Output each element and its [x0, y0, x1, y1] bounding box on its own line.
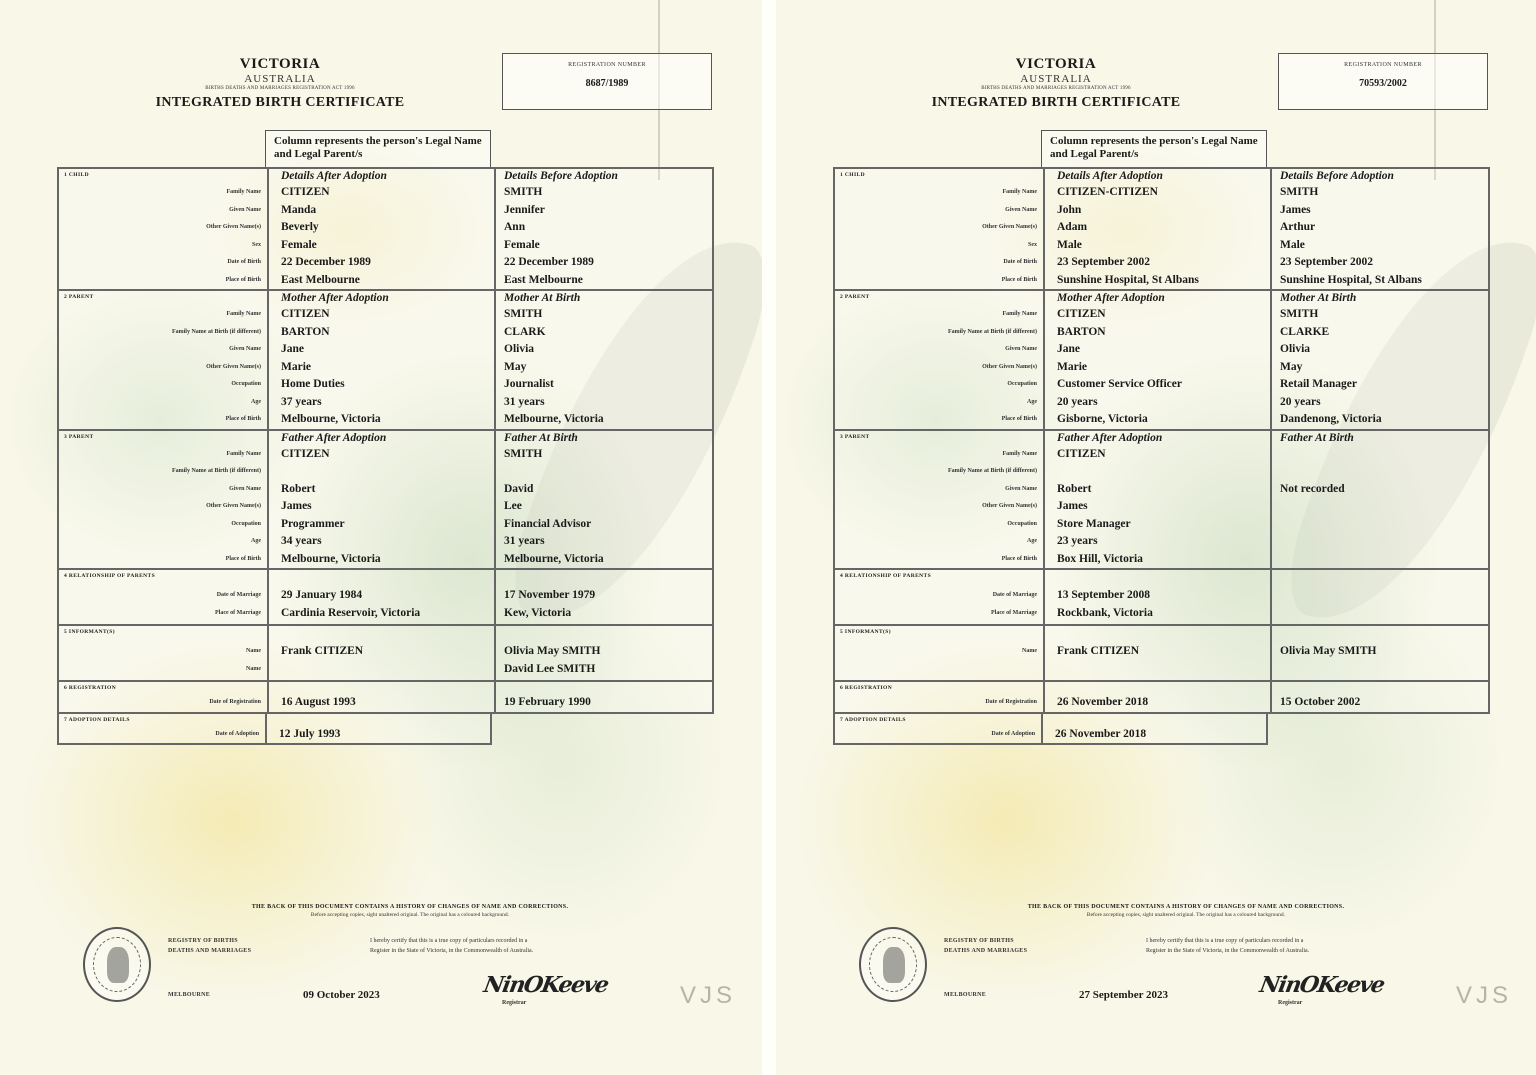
field-label: Place of Birth: [1001, 555, 1037, 562]
field-value: Sunshine Hospital, St Albans: [1280, 273, 1422, 286]
field-label: Given Name: [1005, 485, 1037, 492]
field-value: 37 years: [281, 395, 322, 408]
country-name: AUSTRALIA: [1020, 73, 1092, 85]
field-label: Other Given Name(s): [982, 363, 1037, 370]
certify-line: Register in the State of Victoria, in the Commonwealth of Australia.: [1146, 948, 1310, 954]
section-title: 1 CHILD: [64, 172, 89, 178]
field-value: 34 years: [281, 535, 322, 547]
section-adoption: [57, 714, 492, 746]
section-title: 2 PARENT: [840, 294, 870, 300]
column-heading: Father At Birth: [504, 431, 578, 444]
column-after-adoption: [267, 169, 494, 289]
field-value: Beverly: [281, 221, 319, 233]
field-value: [281, 463, 494, 481]
field-value: 29 January 1984: [281, 589, 363, 601]
field-label: Date of Registration: [985, 699, 1037, 705]
registry-seal-icon: [83, 927, 151, 1002]
section-adoption: [833, 714, 1268, 746]
field-label: Other Given Name(s): [982, 224, 1037, 230]
registry-name: [944, 936, 1027, 956]
field-label: Age: [251, 398, 261, 405]
issue-city: MELBOURNE: [944, 992, 987, 998]
field-label: Family Name: [1002, 311, 1037, 317]
security-mark: VJS: [1456, 982, 1513, 1009]
field-label: Given Name: [229, 346, 261, 352]
field-value: 12 July 1993: [279, 727, 341, 740]
field-label: Family Name: [1002, 450, 1037, 457]
column-heading: Father After Adoption: [281, 431, 387, 444]
field-value: Ann: [504, 221, 526, 233]
field-label: Date of Birth: [227, 259, 261, 265]
field-value: CITIZEN: [281, 308, 330, 320]
issue-date: 09 October 2023: [303, 989, 380, 1001]
field-label: Age: [1027, 538, 1037, 544]
field-value: Robert: [281, 482, 316, 495]
section-title: 4 RELATIONSHIP OF PARENTS: [840, 573, 932, 579]
field-label: Occupation: [1007, 381, 1037, 387]
field-label: Name: [1022, 648, 1037, 654]
certify-line: I hereby certify that this is a true copy of particulars recorded in a: [370, 938, 528, 944]
field-value: Jennifer: [504, 203, 545, 216]
section-title: 4 RELATIONSHIP OF PARENTS: [64, 573, 156, 579]
section-title: 3 PARENT: [64, 433, 94, 440]
field-value: Robert: [1057, 482, 1092, 495]
field-value: SMITH: [504, 447, 543, 460]
field-value: James: [1057, 500, 1088, 512]
field-value: [1280, 533, 1488, 551]
section-title: 7 ADOPTION DETAILS: [840, 716, 906, 723]
field-label: Other Given Name(s): [982, 503, 1037, 509]
field-labels: [835, 682, 1043, 712]
certificate-header: [130, 56, 430, 111]
field-label: Occupation: [231, 520, 261, 527]
field-value: Manda: [281, 203, 317, 216]
field-label: Date of Adoption: [215, 730, 260, 737]
back-of-document-notice: [946, 904, 1426, 918]
section-title: 3 PARENT: [840, 433, 870, 440]
column-at-birth: [1270, 291, 1488, 429]
field-label: Place of Birth: [1001, 416, 1037, 422]
certificate-title: INTEGRATED BIRTH CERTIFICATE: [155, 95, 405, 110]
field-value: SMITH: [1280, 308, 1319, 320]
field-label: Place of Marriage: [215, 609, 261, 616]
field-value: Olivia: [1280, 343, 1311, 355]
certificate-table: [57, 167, 714, 745]
field-label: Other Given Name(s): [206, 503, 261, 509]
field-value: 31 years: [504, 535, 545, 547]
field-label: Given Name: [1005, 206, 1037, 213]
column-heading: Mother At Birth: [504, 292, 581, 304]
registry-line: REGISTRY OF BIRTHS: [944, 938, 1014, 944]
field-value: May: [1280, 360, 1303, 373]
field-value: John: [1057, 203, 1082, 216]
field-label: Name: [246, 665, 261, 672]
field-value: Not recorded: [1280, 482, 1345, 495]
column-after-adoption: [267, 626, 494, 680]
field-value: Home Duties: [281, 378, 345, 390]
field-labels: [59, 169, 267, 289]
field-value: Melbourne, Victoria: [281, 552, 381, 565]
section-child: [833, 167, 1490, 291]
field-value: Gisborne, Victoria: [1057, 413, 1148, 425]
column-at-birth: [494, 431, 712, 569]
certificate-title: INTEGRATED BIRTH CERTIFICATE: [931, 95, 1181, 110]
field-label: Place of Birth: [225, 555, 261, 562]
signature-role: Registrar: [502, 1000, 527, 1006]
registry-line: DEATHS AND MARRIAGES: [168, 948, 252, 954]
field-value: Sunshine Hospital, St Albans: [1057, 273, 1199, 286]
column-heading: Details After Adoption: [1057, 170, 1163, 182]
section-child: [57, 167, 714, 291]
field-label: Family Name: [1002, 189, 1037, 195]
registry-seal-icon: [859, 927, 927, 1002]
field-value: CITIZEN: [281, 447, 330, 460]
field-labels: [835, 626, 1043, 680]
field-labels: [835, 570, 1043, 624]
column-after-adoption: [1043, 291, 1270, 429]
column-at-birth: [494, 626, 712, 680]
field-value: Jane: [281, 343, 304, 355]
field-value: 20 years: [1057, 395, 1098, 408]
act-name: BIRTHS DEATHS AND MARRIAGES REGISTRATION ACT 1996: [981, 86, 1131, 91]
field-value: Store Manager: [1057, 517, 1131, 530]
field-value: Frank CITIZEN: [1057, 645, 1140, 657]
column-heading: Father After Adoption: [1057, 431, 1163, 444]
legal-column-legend: Column represents the person's Legal Name and Legal Parent/s: [265, 130, 491, 167]
notice-subtext: Before accepting copies, sight unaltered original. The original has a coloured background.: [310, 912, 510, 918]
field-value: Jane: [1057, 343, 1080, 355]
field-value: BARTON: [281, 325, 330, 338]
field-label: Place of Birth: [225, 276, 261, 283]
column-after-adoption: [1041, 714, 1266, 744]
field-value: Box Hill, Victoria: [1057, 552, 1143, 565]
column-after-adoption: [1043, 169, 1270, 289]
column-at-birth: [494, 570, 712, 624]
section-title: 6 REGISTRATION: [64, 685, 117, 691]
field-value: [1280, 498, 1488, 516]
field-labels: [59, 626, 267, 680]
registrar-signature: NinOKeeve: [481, 972, 610, 998]
field-label: Sex: [1028, 241, 1037, 248]
field-value: 31 years: [504, 395, 545, 408]
column-before-adoption: [494, 169, 712, 289]
field-label: Date of Registration: [209, 699, 261, 705]
column-after-adoption: [267, 431, 494, 569]
field-value: Melbourne, Victoria: [504, 552, 604, 565]
field-value: Financial Advisor: [504, 517, 592, 530]
field-label: Family Name at Birth (if different): [947, 468, 1037, 474]
field-label: Name: [246, 648, 261, 654]
registration-number: 70593/2002: [1359, 78, 1407, 89]
column-heading: Details Before Adoption: [1280, 170, 1394, 182]
issue-city: MELBOURNE: [168, 992, 211, 998]
registration-number: 8687/1989: [585, 78, 629, 89]
field-value: Melbourne, Victoria: [504, 413, 604, 425]
section-mother: [833, 291, 1490, 431]
column-at-birth: [1270, 682, 1488, 712]
field-labels: [59, 431, 267, 569]
column-heading: Mother At Birth: [1280, 292, 1357, 304]
field-value: Dandenong, Victoria: [1280, 413, 1382, 425]
field-label: Place of Marriage: [991, 609, 1037, 616]
section-informants: [57, 626, 714, 682]
signature-role: Registrar: [1278, 1000, 1303, 1006]
field-value: [281, 661, 494, 679]
field-label: Date of Marriage: [992, 592, 1037, 598]
notice-subtext: Before accepting copies, sight unaltered original. The original has a coloured background.: [1086, 912, 1286, 918]
field-value: Customer Service Officer: [1057, 378, 1182, 390]
registration-number-box: [1278, 53, 1488, 110]
field-labels: [59, 570, 267, 624]
column-heading: Details Before Adoption: [504, 170, 618, 182]
field-value: 23 September 2002: [1280, 256, 1374, 268]
field-value: James: [281, 500, 312, 512]
field-labels: [835, 714, 1041, 744]
field-value: Male: [1280, 238, 1305, 251]
notice-text: THE BACK OF THIS DOCUMENT CONTAINS A HISTORY OF CHANGES OF NAME AND CORRECTIONS.: [1027, 904, 1345, 910]
field-value: Olivia May SMITH: [504, 645, 601, 657]
section-title: 6 REGISTRATION: [840, 685, 893, 691]
field-label: Given Name: [1005, 346, 1037, 352]
field-value: [1280, 463, 1488, 481]
field-value: 20 years: [1280, 395, 1321, 408]
certification-statement: [370, 936, 670, 956]
field-value: Rockbank, Victoria: [1057, 606, 1153, 619]
column-heading: Mother After Adoption: [1057, 292, 1165, 304]
state-name: VICTORIA: [1015, 56, 1097, 72]
certificate-header: [906, 56, 1206, 111]
section-relationship: [833, 570, 1490, 626]
field-label: Occupation: [231, 381, 261, 387]
column-after-adoption: [1043, 626, 1270, 680]
field-value: 17 November 1979: [504, 589, 596, 601]
field-value: Olivia May SMITH: [1280, 645, 1377, 657]
column-at-birth: [1270, 570, 1488, 624]
field-value: Arthur: [1280, 221, 1316, 233]
field-value: 22 December 1989: [504, 256, 594, 268]
registrar-signature: NinOKeeve: [1257, 972, 1386, 998]
column-after-adoption: [265, 714, 490, 744]
field-labels: [59, 291, 267, 429]
registration-number-box: [502, 53, 712, 110]
field-label: Family Name at Birth (if different): [947, 328, 1037, 335]
registration-number-label: REGISTRATION NUMBER: [1344, 62, 1422, 68]
column-before-adoption: [1270, 169, 1488, 289]
field-value: [504, 463, 712, 481]
column-at-birth: [494, 682, 712, 712]
field-value: SMITH: [1280, 186, 1319, 198]
field-value: 26 November 2018: [1055, 727, 1147, 740]
field-label: Family Name at Birth (if different): [171, 468, 261, 474]
section-title: 2 PARENT: [64, 294, 94, 300]
field-value: 23 September 2002: [1057, 256, 1151, 268]
section-registration: [833, 682, 1490, 714]
field-label: Sex: [252, 241, 261, 248]
certification-statement: [1146, 936, 1446, 956]
field-value: Olivia: [504, 343, 535, 355]
field-value: SMITH: [504, 308, 543, 320]
column-at-birth: [1270, 431, 1488, 569]
section-title: 7 ADOPTION DETAILS: [64, 716, 130, 723]
field-value: CITIZEN: [281, 186, 330, 198]
field-value: CITIZEN: [1057, 447, 1106, 460]
field-value: East Melbourne: [281, 273, 360, 286]
column-at-birth: [1270, 626, 1488, 680]
back-of-document-notice: [170, 904, 650, 918]
field-labels: [59, 714, 265, 744]
section-title: 1 CHILD: [840, 172, 865, 178]
field-label: Family Name: [226, 311, 261, 317]
page-separator: [762, 0, 776, 1075]
act-name: BIRTHS DEATHS AND MARRIAGES REGISTRATION ACT 1996: [205, 86, 355, 91]
field-value: Female: [504, 238, 540, 251]
field-value: CITIZEN-CITIZEN: [1057, 186, 1158, 198]
field-value: 19 February 1990: [504, 696, 591, 708]
field-value: Frank CITIZEN: [281, 645, 364, 657]
field-labels: [59, 682, 267, 712]
section-father: [833, 431, 1490, 571]
field-label: Age: [1027, 398, 1037, 405]
field-value: Lee: [504, 500, 522, 512]
field-label: Family Name: [226, 450, 261, 457]
field-label: Other Given Name(s): [206, 363, 261, 370]
field-value: Melbourne, Victoria: [281, 413, 381, 425]
section-title: 5 INFORMANT(S): [840, 629, 891, 635]
field-value: [1057, 463, 1270, 481]
field-label: Family Name at Birth (if different): [171, 328, 261, 335]
field-value: May: [504, 360, 527, 373]
field-label: Other Given Name(s): [206, 224, 261, 230]
issue-date: 27 September 2023: [1079, 989, 1169, 1001]
field-value: [1280, 551, 1488, 569]
field-value: Adam: [1057, 221, 1088, 233]
security-mark: VJS: [680, 982, 737, 1009]
field-label: Date of Marriage: [216, 592, 261, 598]
field-value: Retail Manager: [1280, 378, 1357, 390]
field-value: 13 September 2008: [1057, 589, 1151, 601]
field-value: Journalist: [504, 378, 554, 390]
section-mother: [57, 291, 714, 431]
field-value: CLARKE: [1280, 325, 1330, 338]
country-name: AUSTRALIA: [244, 73, 316, 85]
field-label: Age: [251, 538, 261, 544]
registry-name: [168, 936, 251, 956]
field-value: [1280, 516, 1488, 534]
field-value: Female: [281, 238, 317, 251]
field-labels: [835, 169, 1043, 289]
legal-column-legend: Column represents the person's Legal Name and Legal Parent/s: [1041, 130, 1267, 167]
column-after-adoption: [1043, 431, 1270, 569]
column-after-adoption: [267, 682, 494, 712]
field-label: Occupation: [1007, 520, 1037, 527]
state-name: VICTORIA: [239, 56, 321, 72]
field-value: [1280, 605, 1488, 623]
field-label: Family Name: [226, 189, 261, 195]
field-labels: [835, 291, 1043, 429]
section-informants: [833, 626, 1490, 682]
column-heading: Details After Adoption: [281, 170, 387, 182]
field-value: East Melbourne: [504, 273, 583, 286]
registry-line: DEATHS AND MARRIAGES: [944, 948, 1028, 954]
field-value: Marie: [1057, 360, 1088, 373]
field-value: Kew, Victoria: [504, 606, 572, 619]
field-value: Marie: [281, 360, 312, 373]
section-registration: [57, 682, 714, 714]
column-after-adoption: [1043, 570, 1270, 624]
field-value: 23 years: [1057, 535, 1098, 547]
field-label: Date of Adoption: [991, 730, 1036, 737]
section-father: [57, 431, 714, 571]
column-heading: Mother After Adoption: [281, 292, 389, 304]
field-value: Programmer: [281, 517, 345, 530]
field-value: 22 December 1989: [281, 256, 371, 268]
field-value: David Lee SMITH: [504, 662, 596, 675]
field-value: 16 August 1993: [281, 696, 356, 708]
section-relationship: [57, 570, 714, 626]
field-label: Given Name: [229, 206, 261, 213]
field-value: [1280, 446, 1488, 464]
field-value: SMITH: [504, 186, 543, 198]
field-label: Given Name: [229, 485, 261, 492]
field-labels: [835, 431, 1043, 569]
certificate-1: [0, 0, 762, 1075]
field-label: Date of Birth: [1003, 259, 1037, 265]
field-value: [1280, 587, 1488, 605]
field-value: David: [504, 482, 534, 495]
column-at-birth: [494, 291, 712, 429]
certify-line: Register in the State of Victoria, in the Commonwealth of Australia.: [370, 948, 534, 954]
field-label: Place of Birth: [225, 416, 261, 422]
field-value: Cardinia Reservoir, Victoria: [281, 606, 421, 619]
field-label: Place of Birth: [1001, 276, 1037, 283]
certify-line: I hereby certify that this is a true copy of particulars recorded in a: [1146, 938, 1304, 944]
field-value: CITIZEN: [1057, 308, 1106, 320]
field-value: CLARK: [504, 325, 546, 338]
field-value: 26 November 2018: [1057, 696, 1149, 708]
section-title: 5 INFORMANT(S): [64, 629, 115, 635]
column-after-adoption: [267, 570, 494, 624]
field-value: Male: [1057, 238, 1082, 251]
field-value: BARTON: [1057, 325, 1106, 338]
column-after-adoption: [267, 291, 494, 429]
field-value: 15 October 2002: [1280, 696, 1361, 708]
registration-number-label: REGISTRATION NUMBER: [568, 62, 646, 68]
field-value: James: [1280, 203, 1311, 216]
column-after-adoption: [1043, 682, 1270, 712]
certificate-table: [833, 167, 1490, 745]
certificate-2: [776, 0, 1536, 1075]
registry-line: REGISTRY OF BIRTHS: [168, 938, 238, 944]
column-heading: Father At Birth: [1280, 431, 1354, 444]
notice-text: THE BACK OF THIS DOCUMENT CONTAINS A HISTORY OF CHANGES OF NAME AND CORRECTIONS.: [251, 904, 569, 910]
